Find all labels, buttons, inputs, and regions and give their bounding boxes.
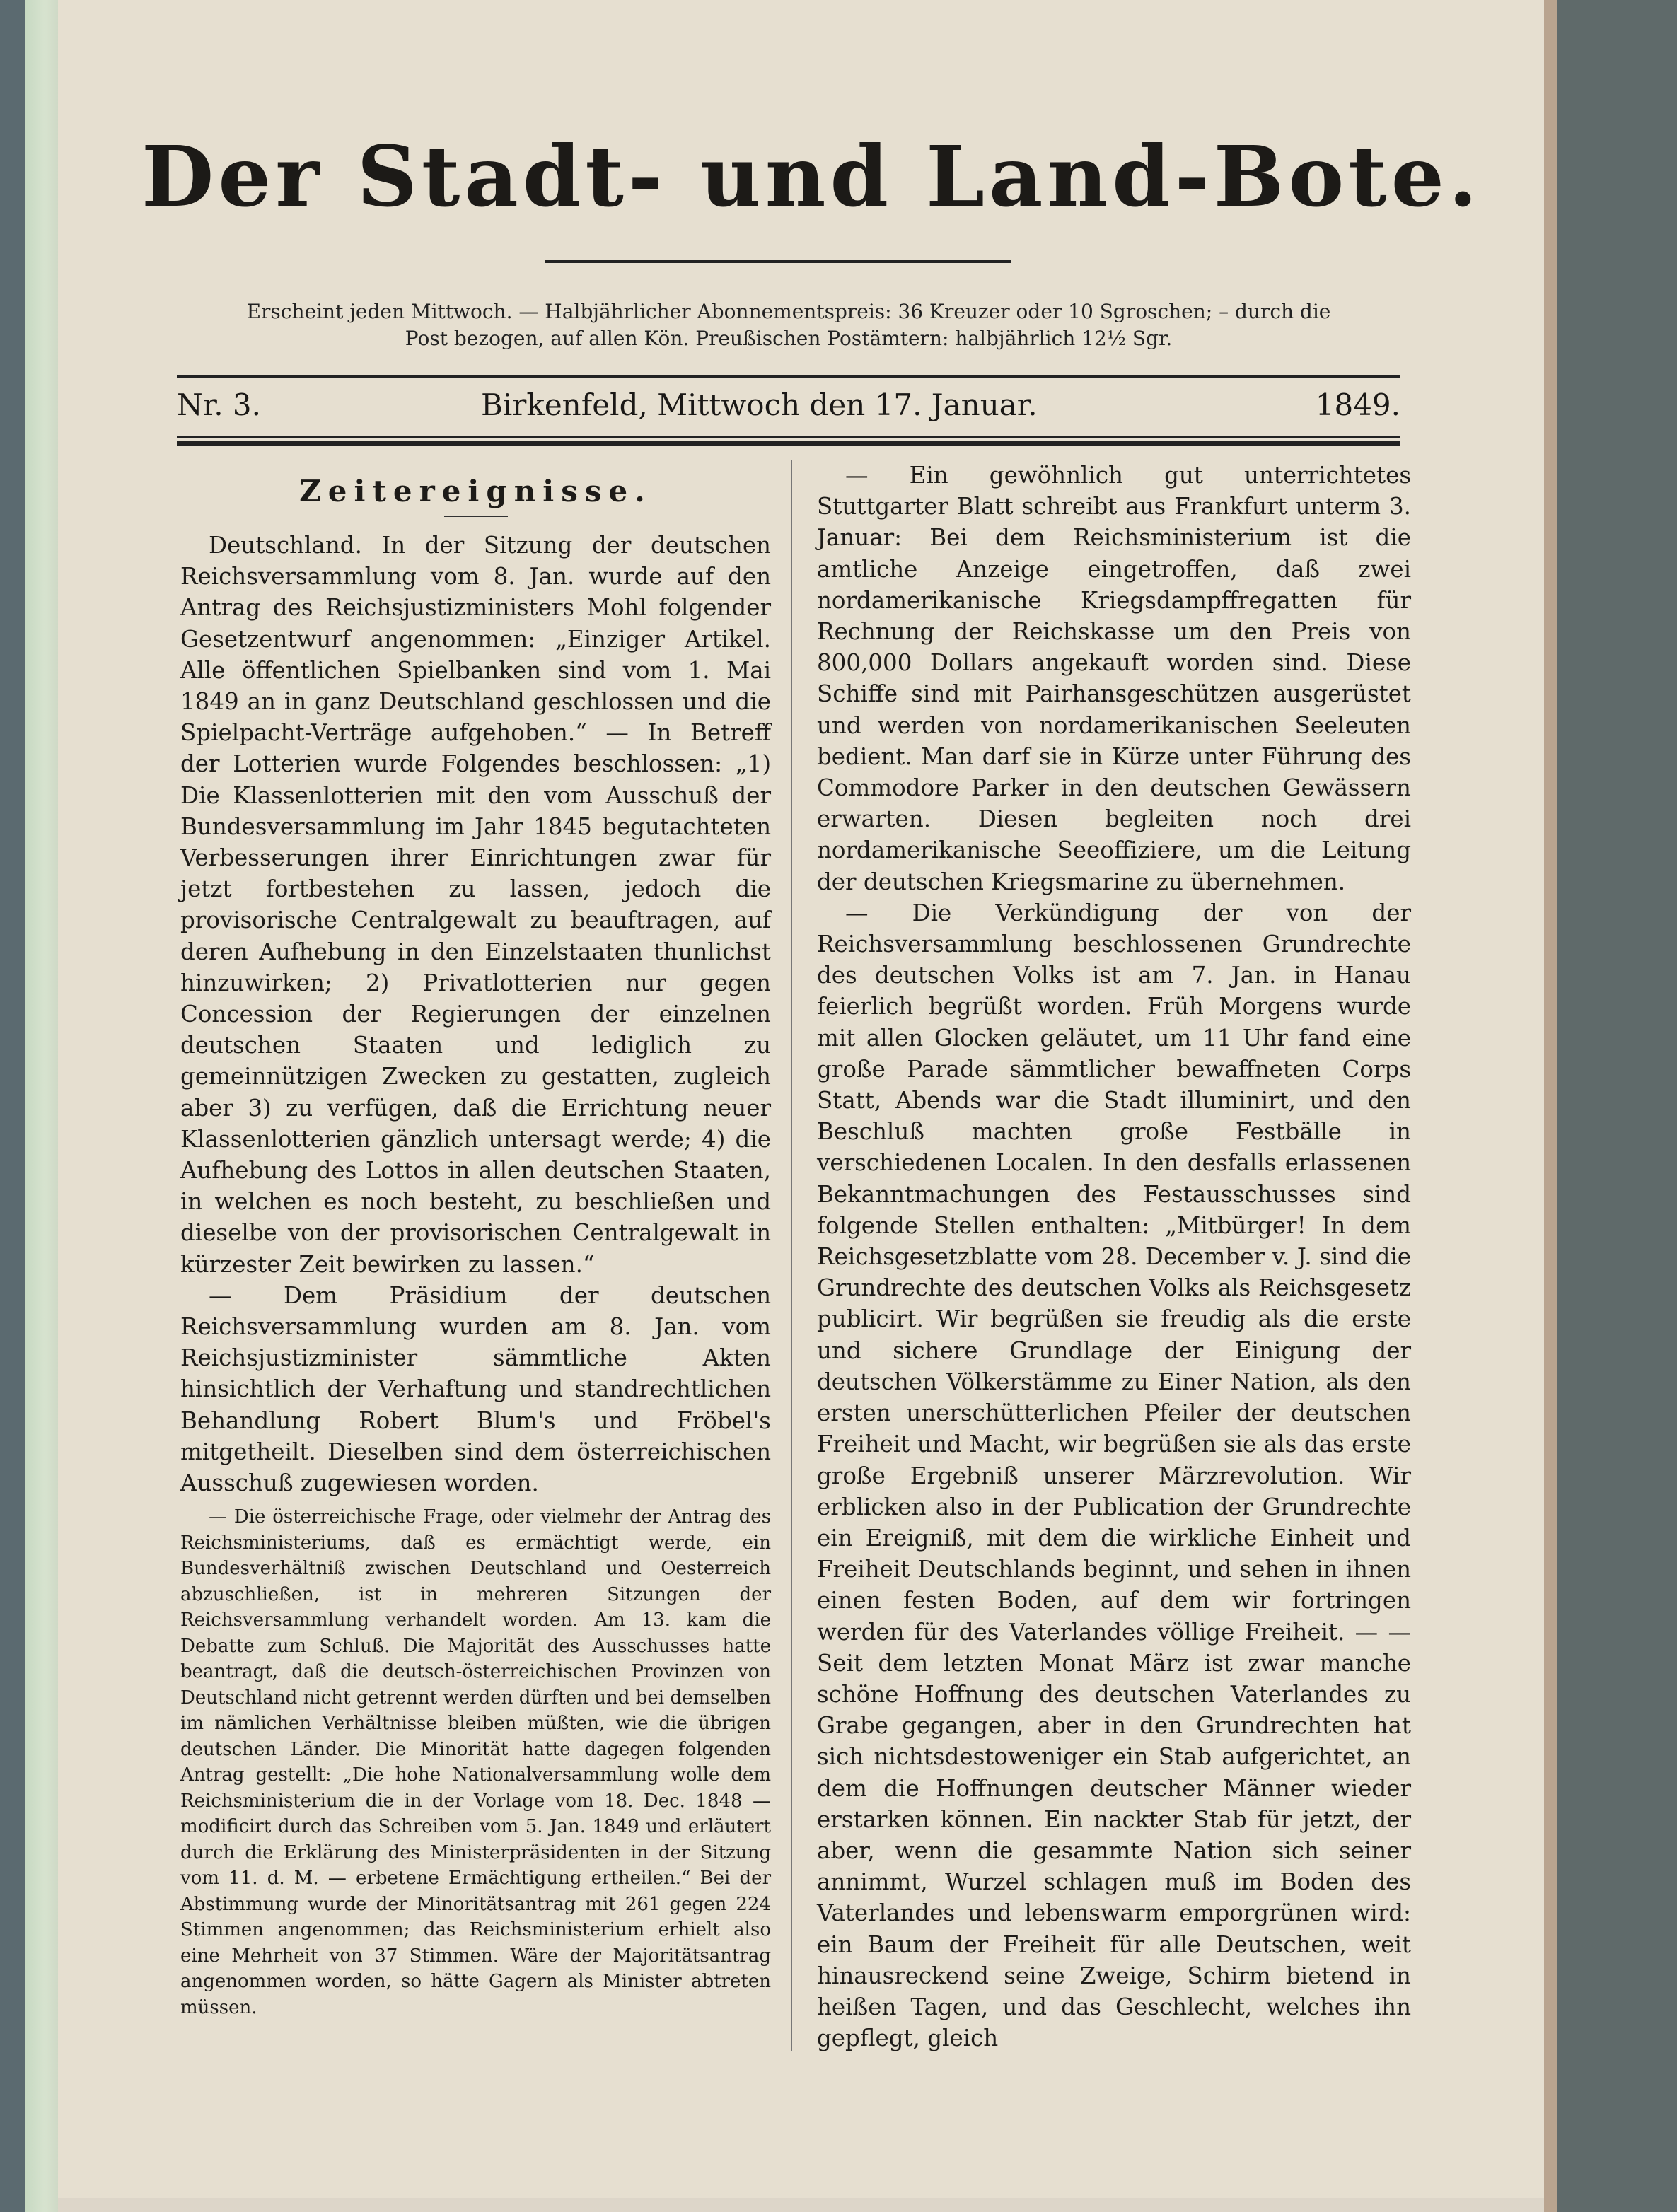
place-and-date: Birkenfeld, Mittwoch den 17. Januar.	[481, 388, 1038, 422]
dateline	[177, 388, 1400, 430]
issue-number: Nr. 3.	[177, 388, 261, 422]
header-rule-bottom-1	[177, 436, 1400, 438]
masthead-rule	[545, 260, 1011, 263]
article-paragraph: — Dem Präsidium der deutschen Reichsversammlung wurden am 8. Jan. vom Reichsjustizminister sämmtliche Akten hinsichtlich der Verhaftung und standrechtlichen Behandlung Robert Blum's und Fröbel's mitgetheilt. Dieselben sind dem österreichischen Ausschuß zugewiesen worden.	[180, 1281, 771, 1497]
column-divider	[791, 460, 792, 2051]
scan-edge-left	[0, 0, 25, 2212]
article-paragraph: Deutschland. In der Sitzung der deutschen Reichsversammlung vom 8. Jan. wurde auf den Antrag des Reichsjustizministers Mohl folgender Gesetzentwurf angenommen: „Einziger Artikel. Alle öffentlichen Spielbanken sind vom 1. Mai 1849 an in ganz Deutschland geschlossen und die Spielpacht-Verträge aufgehoben.“ — In Betreff der Lotterien wurde Folgendes beschlossen: „1) Die Klassenlotterien mit den vom Ausschuß der Bundesversammlung im Jahr 1845 begutachteten Verbesserungen ihrer Einrichtungen zwar für jetzt fortbestehen zu lassen, jedoch die provisorische Centralgewalt zu beauftragen, auf deren Aufhebung in den Einzelstaaten thunlichst hinzuwirken; 2) Privatlotterien nur gegen Concession der Regierungen der einzelnen deutschen Staaten und lediglich zu gemeinnützigen Zwecken zu gestatten, zugleich aber 3) zu verfügen, daß die Errichtung neuer Klassenlotterien gänzlich untersagt werde; 4) die Aufhebung des Lottos in allen deutschen Staaten, in welchen es noch besteht, zu beschließen und dieselbe von der provisorischen Centralgewalt in kürzester Zeit bewirken zu lassen.“	[180, 532, 771, 1278]
article-paragraph: — Die Verkündigung der von der Reichsversammlung beschlossenen Grundrechte des deutschen Volks ist am 7. Jan. in Hanau feierlich begrüßt worden. Früh Morgens wurde mit allen Glocken geläutet, um 11 Uhr fand eine große Parade sämmtlicher bewaffneten Corps Statt, Abends war die Stadt illuminirt, und den Beschluß machten große Festbälle in verschiedenen Localen. In den desfalls erlassenen Bekanntmachungen des Festausschusses sind folgende Stellen enthalten: „Mitbürger! In dem Reichsgesetzblatte vom 28. December v. J. sind die Grundrechte des deutschen Volks als Reichsgesetz publicirt. Wir begrüßen sie freudig als die erste und sichere Grundlage der Einigung der deutschen Völkerstämme zu Einer Nation, als den ersten unerschütterlichen Pfeiler der deutschen Freiheit und Macht, wir begrüßen sie als das erste große Ergebniß unserer Märzrevolution. Wir erblicken also in der Publication der Grundrechte ein Ereigniß, mit dem die wirkliche Einheit und Freiheit Deutschlands beginnt, und sehen in ihnen einen festen Boden, auf dem wir fortringen werden für des Vaterlandes völlige Freiheit. — — Seit dem letzten Monat März ist zwar manche schöne Hoffnung des deutschen Vaterlandes zu Grabe gegangen, aber in den Grundrechten hat sich nichtsdestoweniger ein Stab aufgerichtet, an dem die Hoffnungen deutscher Männer wieder erstarken können. Ein nackter Stab für jetzt, der aber, wenn die gesammte Nation sich seiner annimmt, Wurzel schlagen muß im Boden des Vaterlandes und lebenswarm emporgrünen wird: ein Baum der Freiheit für alle Deutschen, weit hinausreckend seine Zweige, Schirm bietend in heißen Tagen, und das Geschlecht, welches ihn gepflegt, gleich	[817, 899, 1411, 2052]
masthead-title: Der Stadt- und Land-Bote.	[141, 127, 1482, 226]
page-edge-right	[1544, 0, 1557, 2212]
left-column	[180, 460, 771, 2020]
article-paragraph: — Ein gewöhnlich gut unterrichtetes Stuttgarter Blatt schreibt aus Frankfurt unterm 3. Januar: Bei dem Reichsministerium ist die amtliche Anzeige eingetroffen, daß zwei nordamerikanische Kriegsdampffregatten für Rechnung der Reichskasse um den Preis von 800,000 Dollars angekauft worden sind. Diese Schiffe sind mit Pairhansgeschützen ausgerüstet und werden von nordamerikanischen Seeleuten bedient. Man darf sie in Kürze unter Führung des Commodore Parker in den deutschen Gewässern erwarten. Diesen begleiten noch drei nordamerikanische Seeoffiziere, um die Leitung der deutschen Kriegsmarine zu übernehmen.	[817, 462, 1411, 895]
book-binding-strip	[25, 0, 58, 2212]
subscription-line-2: Post bezogen, auf allen Kön. Preußischen Postämtern: halbjährlich 12½ Sgr.	[405, 327, 1173, 350]
article-paragraph: — Die österreichische Frage, oder vielmehr der Antrag des Reichsministeriums, daß es ermächtigt werde, ein Bundesverhältniß zwischen Deutschland und Oesterreich abzuschließen, ist in mehreren Sitzungen der Reichsversammlung verhandelt worden. Am 13. kam die Debatte zum Schluß. Die Majorität des Ausschusses hatte beantragt, daß die deutsch-österreichischen Provinzen von Deutschland nicht getrennt werden dürften und bei demselben im nämlichen Verhältnisse bleiben müßten, wie die übrigen deutschen Länder. Die Minorität hatte dagegen folgenden Antrag gestellt: „Die hohe Nationalversammlung wolle dem Reichsministerium die in der Vorlage vom 18. Dec. 1848 — modificirt durch das Schreiben vom 5. Jan. 1849 und erläutert durch die Erklärung des Ministerpräsidenten in der Sitzung vom 11. d. M. — erbetene Ermächtigung ertheilen.“ Bei der Abstimmung wurde der Minoritätsantrag mit 261 gegen 224 Stimmen angenommen; das Reichsministerium erhielt also eine Mehrheit von 37 Stimmen. Wäre der Majoritätsantrag angenommen worden, so hätte Gagern als Minister abtreten müssen.	[180, 1506, 771, 2018]
header-rule-bottom-2	[177, 441, 1400, 446]
section-heading: Zeitereignisse.	[299, 474, 652, 508]
section-heading-rule	[444, 516, 508, 517]
scan-edge-right	[1557, 0, 1677, 2212]
subscription-line-1: Erscheint jeden Mittwoch. — Halbjährlicher Abonnementspreis: 36 Kreuzer oder 10 Sgroschen; – durch die	[246, 300, 1331, 323]
issue-year: 1849.	[1315, 388, 1400, 422]
header-rule-top	[177, 375, 1400, 378]
right-column	[817, 460, 1411, 2054]
